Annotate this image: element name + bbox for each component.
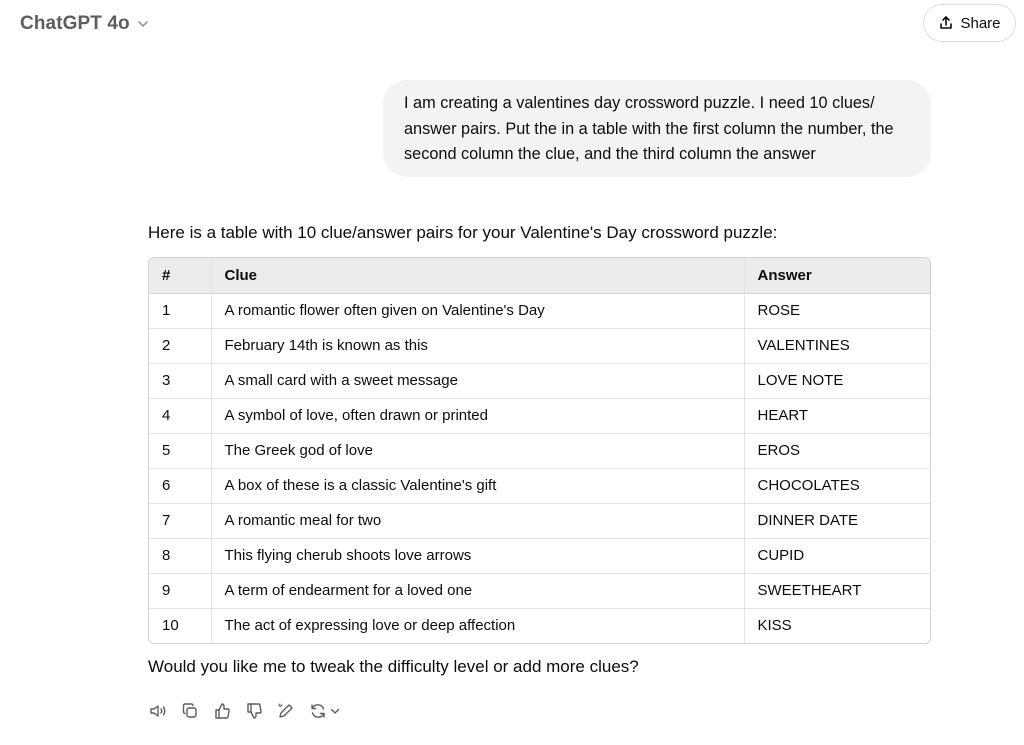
cell-number: 5	[149, 433, 211, 468]
cell-clue: A term of endearment for a loved one	[211, 573, 744, 608]
table-header-row	[149, 258, 930, 293]
thumbs-down-icon	[245, 702, 263, 720]
cell-number: 2	[149, 328, 211, 363]
cell-clue: A small card with a sweet message	[211, 363, 744, 398]
crossword-table	[148, 257, 931, 644]
cell-number: 3	[149, 363, 211, 398]
cell-clue: The Greek god of love	[211, 433, 744, 468]
table-row	[149, 468, 930, 503]
model-name: ChatGPT 4o	[20, 13, 130, 34]
cell-clue: A box of these is a classic Valentine's gift	[211, 468, 744, 503]
cell-answer: EROS	[744, 433, 930, 468]
cell-answer: HEART	[744, 398, 930, 433]
cell-answer: VALENTINES	[744, 328, 930, 363]
cell-clue: February 14th is known as this	[211, 328, 744, 363]
regenerate-icon	[309, 702, 327, 720]
chevron-down-icon	[136, 17, 150, 31]
model-selector[interactable]	[20, 13, 150, 35]
chevron-down-icon	[329, 705, 341, 717]
thumbs-down-button[interactable]	[244, 701, 264, 721]
assistant-intro: Here is a table with 10 clue/answer pairs for your Valentine's Day crossword puzzle:	[148, 223, 778, 242]
cell-answer: LOVE NOTE	[744, 363, 930, 398]
regenerate-button[interactable]	[308, 701, 342, 721]
cell-answer: DINNER DATE	[744, 503, 930, 538]
table-row	[149, 573, 930, 608]
user-message: I am creating a valentines day crossword puzzle. I need 10 clues/ answer pairs. Put the in a table with the first column the number, the second column the clue, and the third column the answer	[383, 80, 931, 177]
header-answer: Answer	[744, 258, 930, 293]
cell-clue: A symbol of love, often drawn or printed	[211, 398, 744, 433]
share-label: Share	[960, 14, 1001, 32]
cell-answer: CHOCOLATES	[744, 468, 930, 503]
share-icon	[938, 15, 954, 31]
cell-clue: A romantic meal for two	[211, 503, 744, 538]
thumbs-up-button[interactable]	[212, 701, 232, 721]
cell-number: 7	[149, 503, 211, 538]
cell-answer: ROSE	[744, 293, 930, 328]
cell-clue: The act of expressing love or deep affection	[211, 608, 744, 643]
edit-canvas-button[interactable]	[276, 701, 296, 721]
read-aloud-button[interactable]	[148, 701, 168, 721]
cell-number: 6	[149, 468, 211, 503]
table-row	[149, 293, 930, 328]
cell-number: 1	[162, 302, 171, 319]
table-row	[149, 363, 930, 398]
cell-number: 8	[149, 538, 211, 573]
cell-number: 10	[149, 608, 211, 643]
table-row	[149, 433, 930, 468]
table-row	[149, 608, 930, 643]
edit-canvas-icon	[277, 702, 295, 720]
cell-clue: A romantic flower often given on Valentine's Day	[211, 293, 744, 328]
cell-answer: CUPID	[744, 538, 930, 573]
header-number: #	[149, 258, 211, 293]
assistant-outro: Would you like me to tweak the difficulty level or add more clues?	[148, 657, 639, 676]
read-aloud-icon	[149, 702, 167, 720]
table-row	[149, 398, 930, 433]
header-clue: Clue	[211, 258, 744, 293]
thumbs-up-icon	[213, 702, 231, 720]
share-button[interactable]	[923, 4, 1016, 42]
cell-answer: KISS	[744, 608, 930, 643]
copy-button[interactable]	[180, 701, 200, 721]
cell-answer: SWEETHEART	[744, 573, 930, 608]
cell-clue: This flying cherub shoots love arrows	[211, 538, 744, 573]
copy-icon	[181, 702, 199, 720]
message-actions	[148, 701, 342, 721]
table-row	[149, 503, 930, 538]
cell-number: 9	[149, 573, 211, 608]
table-row	[149, 328, 930, 363]
cell-number: 4	[149, 398, 211, 433]
table-row	[149, 538, 930, 573]
